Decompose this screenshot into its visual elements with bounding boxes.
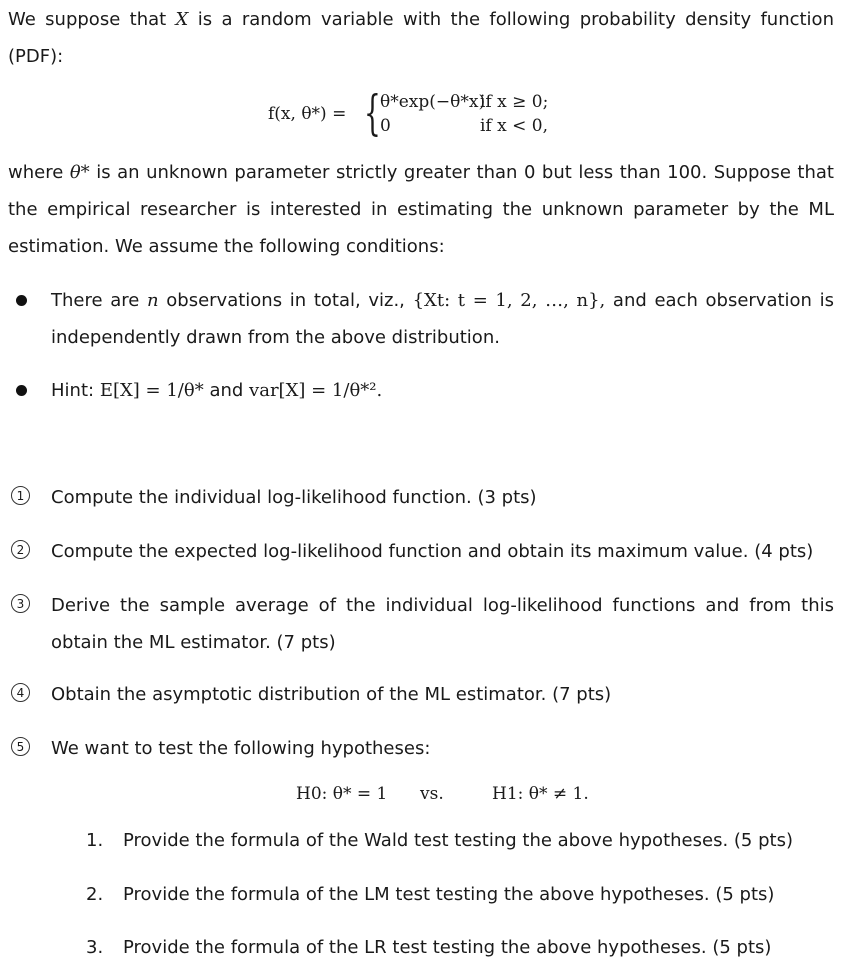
question-text-2: Compute the expected log-likelihood function and obtain its maximum value. (4 pts) <box>51 541 814 562</box>
circled-number-5: 5 <box>11 737 30 756</box>
where-paragraph <box>8 154 834 265</box>
bullet-dot-icon <box>16 385 27 396</box>
bullet2-part2: and <box>209 380 244 401</box>
bullet-text <box>51 372 834 409</box>
curly-brace: { <box>364 85 381 141</box>
bullet-text <box>51 282 834 356</box>
pdf-case1-expr: θ*exp(−θ*x) <box>380 92 486 112</box>
pdf-case2-cond: if x < 0, <box>480 116 548 136</box>
question-text-3: Derive the sample average of the individual log-likelihood functions and from this obtain the ML estimator. (7 pts) <box>51 595 834 653</box>
pdf-case2-expr: 0 <box>380 116 391 136</box>
intro-text-1: We suppose that <box>8 9 167 30</box>
circled-number-4: 4 <box>11 683 30 702</box>
subitem-number-3: 3. <box>86 937 104 958</box>
where-text-1: where <box>8 162 64 183</box>
intro-text-2: is a random variable with the following probability density function (PDF): <box>8 9 834 67</box>
subitem-text-1: Provide the formula of the Wald test testing the above hypotheses. (5 pts) <box>123 830 793 851</box>
alternative-hypothesis: H1: θ* ≠ 1. <box>492 784 589 804</box>
pdf-equation <box>268 85 608 142</box>
versus-label: vs. <box>420 784 444 804</box>
subitem-number-1: 1. <box>86 830 104 851</box>
bullet2-expr2: var[X] = 1/θ*². <box>249 380 383 401</box>
subitem-number-2: 2. <box>86 884 104 905</box>
circled-number-2: 2 <box>11 540 30 559</box>
bullet1-part1: There are <box>51 290 140 311</box>
bullet2-part1: Hint: <box>51 380 95 401</box>
theta-symbol: θ* <box>69 162 90 183</box>
pdf-lhs: f(x, θ*) = <box>268 104 347 124</box>
intro-paragraph <box>8 1 834 75</box>
where-text-2: is an unknown parameter strictly greater than 0 but less than 100. Suppose that the empirical researcher is interested in estimating the unknown parameter by the ML estimation. We assume the following conditions: <box>8 162 834 257</box>
subitem-text-2: Provide the formula of the LM test testing the above hypotheses. (5 pts) <box>123 884 775 905</box>
null-hypothesis: H0: θ* = 1 <box>296 784 388 804</box>
bullet2-expr1: E[X] = 1/θ* <box>99 380 204 401</box>
question-text-4: Obtain the asymptotic distribution of the ML estimator. (7 pts) <box>51 684 612 705</box>
bullet1-part3: and each observation is independently drawn from the above distribution. <box>51 290 834 348</box>
bullet-dot-icon <box>16 295 27 306</box>
bullet1-n: n <box>147 290 159 311</box>
question-text-5: We want to test the following hypotheses: <box>51 738 431 759</box>
subitem-text-3: Provide the formula of the LR test testing the above hypotheses. (5 pts) <box>123 937 772 958</box>
circled-number-3: 3 <box>11 594 30 613</box>
circled-number-1: 1 <box>11 486 30 505</box>
question-text-1: Compute the individual log-likelihood function. (3 pts) <box>51 487 537 508</box>
bullet1-part2: observations in total, viz., <box>166 290 405 311</box>
bullet1-set: {Xt: t = 1, 2, …, n}, <box>412 290 606 311</box>
variable-x: X <box>175 9 189 30</box>
pdf-case1-cond: if x ≥ 0; <box>480 92 549 112</box>
